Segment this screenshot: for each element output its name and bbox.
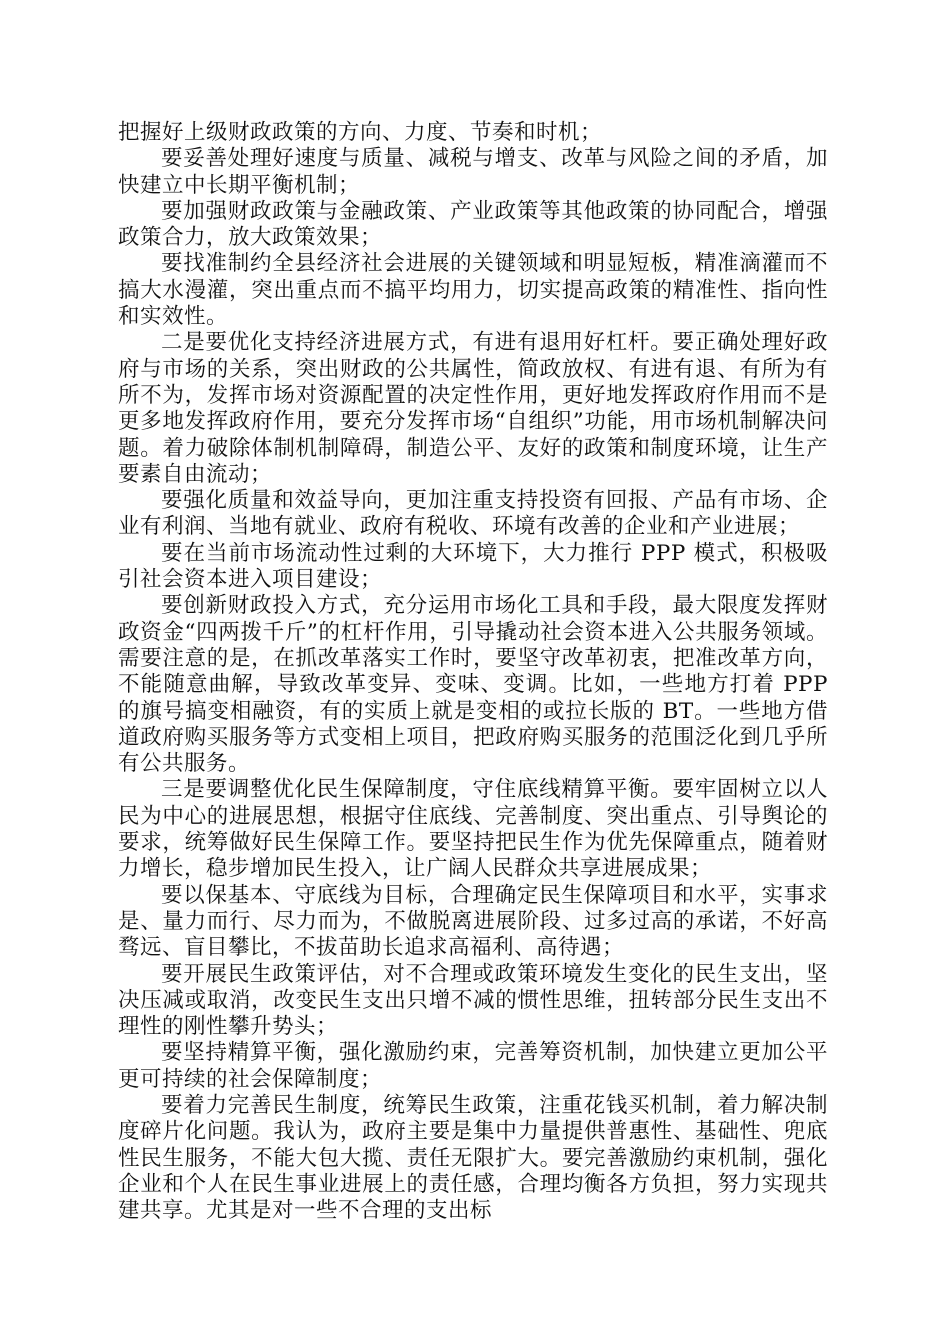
paragraph: 把握好上级财政政策的方向、力度、节奏和时机； (118, 120, 603, 145)
paragraph: 要坚持精算平衡，强化激励约束，完善筹资机制，加快建立更加公平更可持续的社会保障制度； (118, 1040, 828, 1092)
paragraph: 要在当前市场流动性过剩的大环境下，大力推行 PPP 模式，积极吸引社会资本进入项目建设； (118, 540, 828, 593)
paragraph: 二是要优化支持经济进展方式，有进有退用好杠杆。要正确处理好政府与市场的关系，突出财政的公共属性，简政放权、有进有退、有所为有所不为，发挥市场对资源配置的决定性作用，更好地发挥政府作用而不是更多地发挥政府作用，要充分发挥市场“自组织”功能，用市场机制解决问题。着力破除体制机制障碍，制造公平、友好的政策和制度环境，让生产要素自由流动； (118, 330, 828, 487)
paragraph: 要找准制约全县经济社会进展的关键领域和明显短板，精准滴灌而不搞大水漫灌，突出重点而不搞平均用力，切实提高政策的精准性、指向性和实效性。 (118, 251, 828, 330)
paragraph: 要开展民生政策评估，对不合理或政策环境发生变化的民生支出，坚决压减或取消，改变民生支出只增不减的惯性思维，扭转部分民生支出不理性的刚性攀升势头； (118, 961, 828, 1040)
document-body (118, 120, 828, 1224)
paragraph: 要创新财政投入方式，充分运用市场化工具和手段，最大限度发挥财政资金“四两拨千斤”的杠杆作用，引导撬动社会资本进入公共服务领域。需要注意的是，在抓改革落实工作时，要坚守改革初衷，把准改革方向，不能随意曲解，导致改革变异、变味、变调。比如，一些地方打着 PPP 的旗号搞变相融资，有的实质上就是变相的或拉长版的 BT。一些地方借道政府购买服务等方式变相上项目，把政府购买服务的范围泛化到几乎所有公共服务。 (118, 593, 828, 777)
paragraph: 要以保基本、守底线为目标，合理确定民生保障项目和水平，实事求是、量力而行、尽力而为，不做脱离进展阶段、过多过高的承诺，不好高骛远、盲目攀比，不拔苗助长追求高福利、高待遇； (118, 882, 828, 961)
paragraph: 要加强财政政策与金融政策、产业政策等其他政策的协同配合，增强政策合力，放大政策效果； (118, 198, 828, 251)
paragraph: 三是要调整优化民生保障制度，守住底线精算平衡。要牢固树立以人民为中心的进展思想，根据守住底线、完善制度、突出重点、引导舆论的要求，统筹做好民生保障工作。要坚持把民生作为优先保障重点，随着财力增长，稳步增加民生投入，让广阔人民群众共享进展成果； (118, 777, 828, 882)
paragraph: 要着力完善民生制度，统筹民生政策，注重花钱买机制，着力解决制度碎片化问题。我认为，政府主要是集中力量提供普惠性、基础性、兜底性民生服务，不能大包大揽、责任无限扩大。要完善激励约束机制，强化企业和个人在民生事业进展上的责任感，合理均衡各方负担，努力实现共建共享。尤其是对一些不合理的支出标 (118, 1092, 828, 1224)
paragraph: 要强化质量和效益导向，更加注重支持投资有回报、产品有市场、企业有利润、当地有就业、政府有税收、环境有改善的企业和产业进展； (118, 488, 828, 540)
paragraph: 要妥善处理好速度与质量、减税与增支、改革与风险之间的矛盾，加快建立中长期平衡机制； (118, 146, 828, 198)
